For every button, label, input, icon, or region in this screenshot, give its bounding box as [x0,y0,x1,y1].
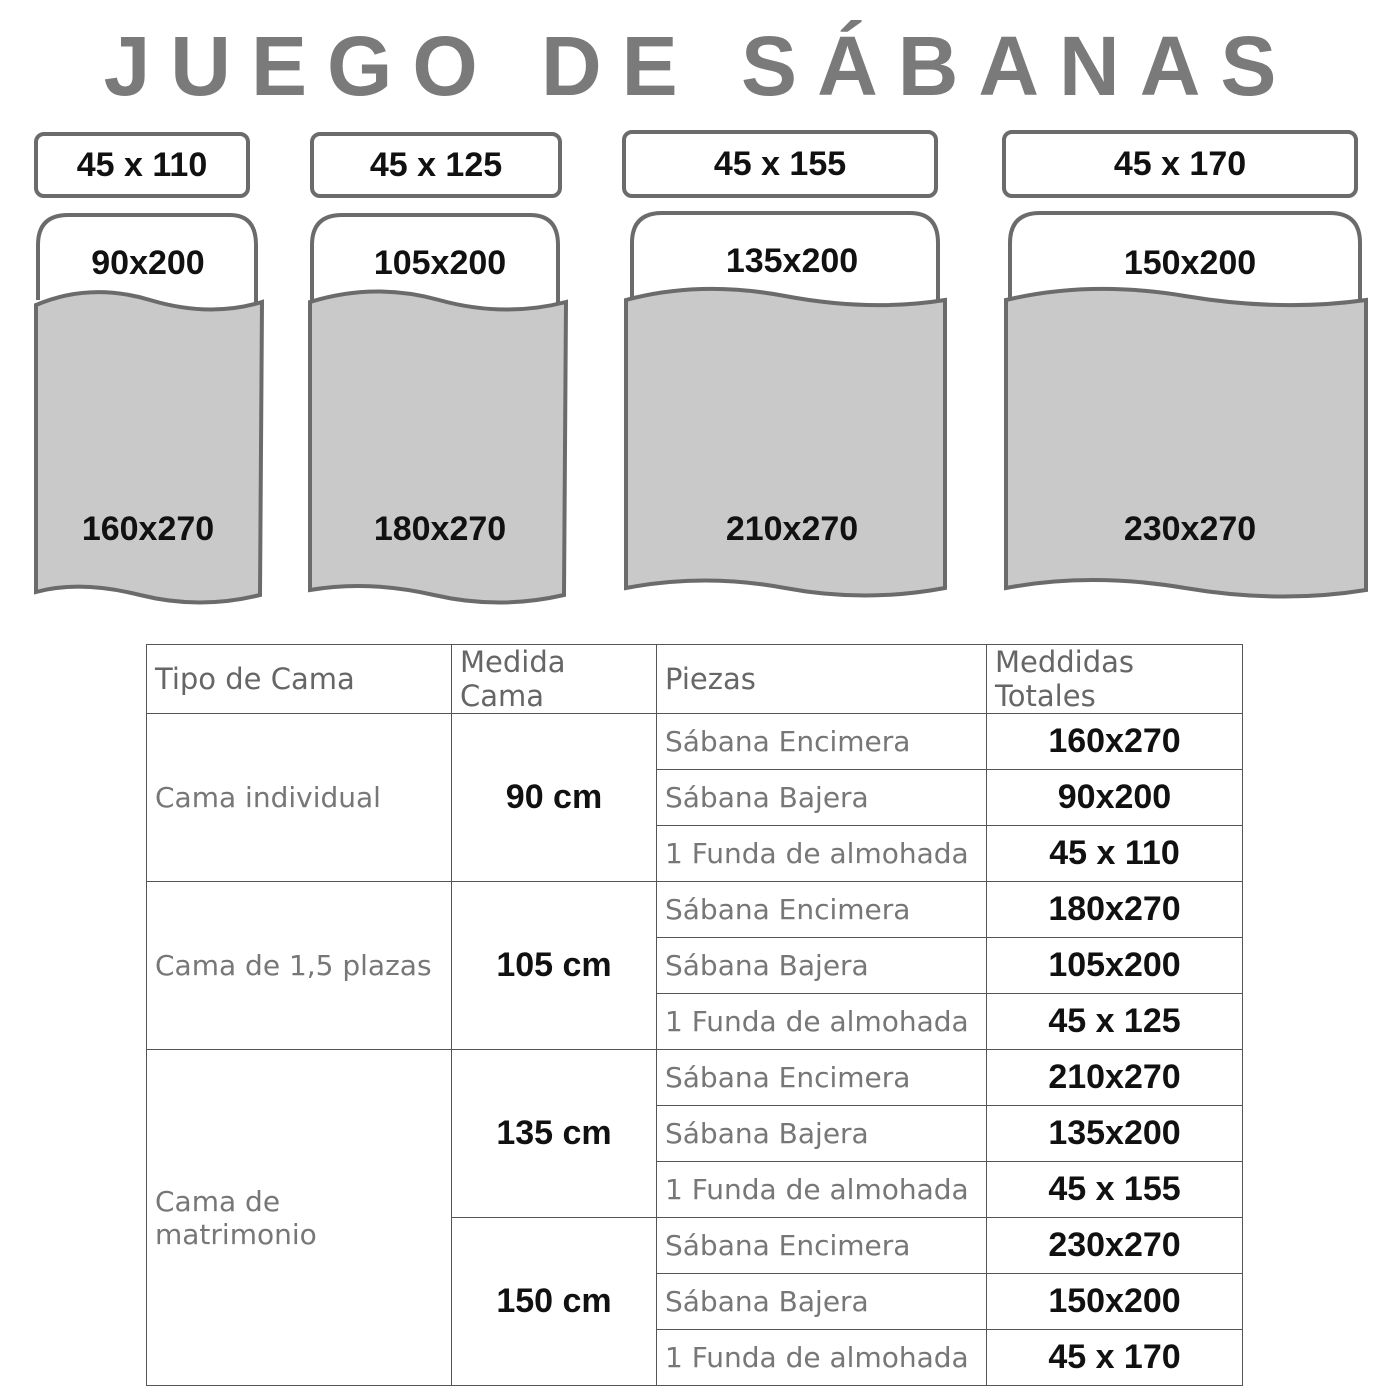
total-size: 90x200 [987,770,1243,826]
flat-sheet-size: 230x270 [1123,510,1257,548]
pillowcase-size-box [622,130,938,198]
piece-name: Sábana Bajera [657,770,987,826]
bed-size: 105 cm [452,882,657,1050]
flat-sheet-size: 160x270 [81,510,215,548]
piece-name: Sábana Encimera [657,714,987,770]
piece-name: 1 Funda de almohada [657,994,987,1050]
piece-name: Sábana Bajera [657,938,987,994]
total-size: 210x270 [987,1050,1243,1106]
pillowcase-size: 45 x 155 [713,144,847,183]
piece-name: 1 Funda de almohada [657,1330,987,1386]
pillowcase-size: 45 x 110 [76,145,208,184]
piece-name: 1 Funda de almohada [657,826,987,882]
bed-size: 150 cm [452,1218,657,1386]
flat-sheet-size: 180x270 [373,510,507,548]
bed-type: Cama individual [147,714,452,882]
piece-name: Sábana Encimera [657,1218,987,1274]
pillowcase-size: 45 x 170 [1113,144,1247,183]
piece-name: Sábana Encimera [657,1050,987,1106]
total-size: 45 x 110 [987,826,1243,882]
bed-type: Cama de 1,5 plazas [147,882,452,1050]
total-size: 45 x 155 [987,1162,1243,1218]
table-row [147,1050,1243,1106]
fitted-sheet-size: 135x200 [725,242,859,280]
piece-name: Sábana Bajera [657,1106,987,1162]
total-size: 180x270 [987,882,1243,938]
page-title: JUEGO DE SÁBANAS [103,19,1297,113]
bed-type: Cama de matrimonio [147,1050,452,1386]
bed-size: 90 cm [452,714,657,882]
fitted-sheet-size: 105x200 [373,244,507,282]
pillowcase-size-box [34,132,250,198]
total-size: 105x200 [987,938,1243,994]
header-medida: Medida Cama [452,645,657,714]
piece-name: 1 Funda de almohada [657,1162,987,1218]
total-size: 45 x 125 [987,994,1243,1050]
piece-name: Sábana Encimera [657,882,987,938]
header-totales: Meddidas Totales [987,645,1243,714]
pillowcase-size-box [1002,130,1358,198]
bed-size: 135 cm [452,1050,657,1218]
pillowcase-size: 45 x 125 [369,145,503,184]
table-header-row [147,645,1243,714]
piece-name: Sábana Bajera [657,1274,987,1330]
fitted-sheet-size: 90x200 [91,244,205,282]
header-tipo: Tipo de Cama [147,645,452,714]
flat-sheet-size: 210x270 [725,510,859,548]
total-size: 160x270 [987,714,1243,770]
table-row [147,882,1243,938]
table-row [147,714,1243,770]
total-size: 45 x 170 [987,1330,1243,1386]
size-table [146,644,1243,1386]
fitted-sheet-size: 150x200 [1123,244,1257,282]
total-size: 150x200 [987,1274,1243,1330]
total-size: 230x270 [987,1218,1243,1274]
pillowcase-size-box [310,132,562,198]
total-size: 135x200 [987,1106,1243,1162]
header-piezas: Piezas [657,645,987,714]
